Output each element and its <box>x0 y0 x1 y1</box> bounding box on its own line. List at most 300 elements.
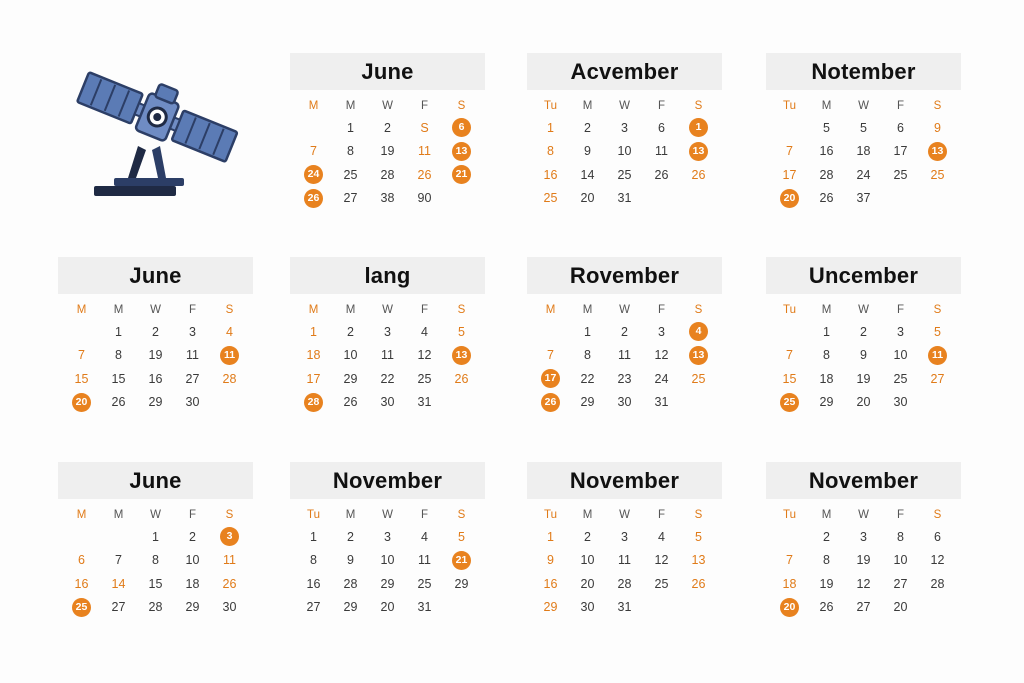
day-cell[interactable] <box>332 144 369 158</box>
day-number: 7 <box>310 144 317 159</box>
day-cell[interactable] <box>882 577 919 591</box>
day-cell[interactable] <box>174 372 211 386</box>
highlighted-day-cell[interactable] <box>63 598 100 617</box>
day-cell[interactable] <box>882 553 919 567</box>
weekday-header-row <box>532 506 717 523</box>
day-cell[interactable] <box>443 325 480 339</box>
day-cell[interactable] <box>295 530 332 544</box>
day-cell[interactable] <box>569 372 606 386</box>
day-number: 30 <box>222 600 237 615</box>
day-cell[interactable] <box>332 325 369 339</box>
day-cell[interactable] <box>100 577 137 591</box>
day-cell[interactable] <box>137 600 174 614</box>
weekday-label: F <box>188 508 197 521</box>
day-number: 26 <box>691 576 706 591</box>
weekday-label: F <box>657 99 666 112</box>
day-cell[interactable] <box>100 600 137 614</box>
weekday-label: M <box>345 508 356 521</box>
day-cell[interactable] <box>332 530 369 544</box>
highlighted-day-cell[interactable] <box>771 393 808 412</box>
day-cell[interactable] <box>532 168 569 182</box>
day-cell[interactable] <box>443 530 480 544</box>
day-cell[interactable] <box>771 577 808 591</box>
day-cell[interactable] <box>100 553 137 567</box>
week-row <box>63 344 248 368</box>
day-number: 90 <box>417 191 432 206</box>
day-number: 13 <box>689 142 708 161</box>
day-cell[interactable] <box>643 325 680 339</box>
day-cell[interactable] <box>443 577 480 591</box>
day-number: 25 <box>654 576 669 591</box>
day-cell[interactable] <box>369 348 406 362</box>
day-cell[interactable] <box>606 325 643 339</box>
day-cell[interactable] <box>808 600 845 614</box>
weekday-label: M <box>582 508 593 521</box>
day-cell[interactable] <box>369 530 406 544</box>
day-cell[interactable] <box>771 372 808 386</box>
day-number: 7 <box>115 553 122 568</box>
day-cell[interactable] <box>100 372 137 386</box>
day-cell[interactable] <box>643 577 680 591</box>
day-number: 27 <box>306 600 321 615</box>
day-cell[interactable] <box>919 577 956 591</box>
day-cell[interactable] <box>882 600 919 614</box>
weekday-label: M <box>582 303 593 316</box>
day-cell[interactable] <box>332 121 369 135</box>
day-cell[interactable] <box>369 191 406 205</box>
day-number: 26 <box>691 167 706 182</box>
month-title: November <box>766 462 961 499</box>
day-cell[interactable] <box>845 144 882 158</box>
day-number: 3 <box>384 529 391 544</box>
day-cell[interactable] <box>137 372 174 386</box>
day-cell[interactable] <box>406 144 443 158</box>
week-row <box>532 187 717 211</box>
day-cell[interactable] <box>174 395 211 409</box>
highlighted-day-cell[interactable] <box>919 346 956 365</box>
day-cell[interactable] <box>406 191 443 205</box>
day-cell[interactable] <box>808 144 845 158</box>
day-cell[interactable] <box>137 325 174 339</box>
day-cell[interactable] <box>919 168 956 182</box>
day-cell[interactable] <box>680 372 717 386</box>
day-cell[interactable] <box>211 325 248 339</box>
day-number: 8 <box>115 348 122 363</box>
day-cell[interactable] <box>369 553 406 567</box>
highlighted-day-cell[interactable] <box>771 598 808 617</box>
day-number: 31 <box>417 395 432 410</box>
highlighted-day-cell[interactable] <box>63 393 100 412</box>
day-cell[interactable] <box>532 553 569 567</box>
day-number: 15 <box>148 576 163 591</box>
day-cell[interactable] <box>919 553 956 567</box>
day-cell[interactable] <box>680 553 717 567</box>
day-number: 25 <box>617 167 632 182</box>
day-cell[interactable] <box>295 553 332 567</box>
day-cell[interactable] <box>808 121 845 135</box>
weekday-header-row <box>532 97 717 114</box>
day-cell[interactable] <box>643 553 680 567</box>
day-cell[interactable] <box>532 530 569 544</box>
day-cell[interactable] <box>406 348 443 362</box>
day-cell[interactable] <box>332 577 369 591</box>
day-cell[interactable] <box>643 168 680 182</box>
day-cell[interactable] <box>332 395 369 409</box>
week-row <box>532 525 717 549</box>
month-calendar <box>766 462 961 619</box>
day-cell[interactable] <box>63 577 100 591</box>
day-cell[interactable] <box>919 372 956 386</box>
day-cell[interactable] <box>569 553 606 567</box>
day-cell[interactable] <box>332 600 369 614</box>
day-number: 7 <box>786 553 793 568</box>
week-row <box>63 367 248 391</box>
day-cell[interactable] <box>406 395 443 409</box>
highlighted-day-cell[interactable] <box>532 393 569 412</box>
day-cell[interactable] <box>137 577 174 591</box>
day-number: 8 <box>584 348 591 363</box>
day-cell[interactable] <box>406 600 443 614</box>
day-number: 1 <box>347 120 354 135</box>
day-number: 11 <box>223 553 236 568</box>
weekday-label: S <box>225 508 234 521</box>
day-cell[interactable] <box>369 600 406 614</box>
day-cell[interactable] <box>808 395 845 409</box>
day-cell[interactable] <box>332 553 369 567</box>
day-cell[interactable] <box>680 168 717 182</box>
month-calendar <box>290 257 485 414</box>
day-number: 13 <box>928 142 947 161</box>
day-cell[interactable] <box>808 191 845 205</box>
day-cell[interactable] <box>569 395 606 409</box>
weekday-label: S <box>694 508 703 521</box>
day-cell[interactable] <box>63 372 100 386</box>
day-cell[interactable] <box>332 348 369 362</box>
week-row <box>532 367 717 391</box>
day-cell[interactable] <box>919 325 956 339</box>
day-cell[interactable] <box>845 372 882 386</box>
day-number: 11 <box>220 346 239 365</box>
day-cell[interactable] <box>532 600 569 614</box>
month-calendar <box>527 53 722 210</box>
day-number: 15 <box>782 371 797 386</box>
day-cell[interactable] <box>295 577 332 591</box>
day-number: 31 <box>654 395 669 410</box>
day-number: 22 <box>580 371 595 386</box>
day-cell[interactable] <box>569 191 606 205</box>
day-cell[interactable] <box>882 144 919 158</box>
day-number: 20 <box>780 598 799 617</box>
day-cell[interactable] <box>882 372 919 386</box>
week-row <box>63 525 248 549</box>
day-number: 9 <box>860 348 867 363</box>
day-cell[interactable] <box>532 191 569 205</box>
day-cell[interactable] <box>845 348 882 362</box>
day-number: 26 <box>417 167 432 182</box>
month-calendar <box>766 53 961 210</box>
day-cell[interactable] <box>406 325 443 339</box>
day-cell[interactable] <box>532 121 569 135</box>
day-cell[interactable] <box>845 577 882 591</box>
day-number: 11 <box>381 348 394 363</box>
weekday-label: M <box>345 303 356 316</box>
day-cell[interactable] <box>771 348 808 362</box>
day-cell[interactable] <box>332 168 369 182</box>
day-cell[interactable] <box>174 553 211 567</box>
weekday-label: S <box>225 303 234 316</box>
week-row <box>771 549 956 573</box>
day-cell[interactable] <box>406 530 443 544</box>
weekday-header-row <box>771 301 956 318</box>
day-cell[interactable] <box>882 348 919 362</box>
highlighted-day-cell[interactable] <box>295 165 332 184</box>
weekday-label: M <box>76 303 87 316</box>
day-number: 2 <box>823 529 830 544</box>
weekday-header-row <box>295 506 480 523</box>
day-cell[interactable] <box>569 168 606 182</box>
day-cell[interactable] <box>919 121 956 135</box>
day-cell[interactable] <box>532 577 569 591</box>
day-number: 26 <box>343 395 358 410</box>
day-cell[interactable] <box>606 553 643 567</box>
day-number: 5 <box>458 529 465 544</box>
day-number: 12 <box>930 553 945 568</box>
day-cell[interactable] <box>771 553 808 567</box>
day-cell[interactable] <box>174 348 211 362</box>
day-cell[interactable] <box>643 530 680 544</box>
day-cell[interactable] <box>606 191 643 205</box>
day-cell[interactable] <box>808 325 845 339</box>
day-cell[interactable] <box>369 372 406 386</box>
day-cell[interactable] <box>845 530 882 544</box>
day-cell[interactable] <box>680 577 717 591</box>
day-cell[interactable] <box>606 530 643 544</box>
day-cell[interactable] <box>606 144 643 158</box>
day-cell[interactable] <box>332 191 369 205</box>
month-calendar <box>58 257 253 414</box>
day-number: 30 <box>185 395 200 410</box>
day-cell[interactable] <box>174 325 211 339</box>
day-cell[interactable] <box>137 553 174 567</box>
day-cell[interactable] <box>63 348 100 362</box>
day-number: 12 <box>417 348 432 363</box>
weekday-label: W <box>858 99 869 112</box>
day-cell[interactable] <box>845 121 882 135</box>
day-cell[interactable] <box>295 144 332 158</box>
day-number: 25 <box>893 371 908 386</box>
day-number: 5 <box>695 529 702 544</box>
highlighted-day-cell[interactable] <box>532 369 569 388</box>
day-cell[interactable] <box>443 372 480 386</box>
day-cell[interactable] <box>406 553 443 567</box>
highlighted-day-cell[interactable] <box>211 527 248 546</box>
weekday-label: F <box>420 303 429 316</box>
day-number: 3 <box>384 324 391 339</box>
day-number: 9 <box>584 144 591 159</box>
day-number: 3 <box>220 527 239 546</box>
week-row <box>63 572 248 596</box>
weekday-label: M <box>308 303 319 316</box>
day-cell[interactable] <box>882 530 919 544</box>
highlighted-day-cell[interactable] <box>443 346 480 365</box>
day-number: 25 <box>343 167 358 182</box>
day-number: 28 <box>617 576 632 591</box>
day-cell[interactable] <box>369 121 406 135</box>
highlighted-day-cell[interactable] <box>443 165 480 184</box>
day-cell[interactable] <box>919 530 956 544</box>
telescope-stand <box>94 146 184 196</box>
day-cell[interactable] <box>680 530 717 544</box>
day-cell[interactable] <box>845 553 882 567</box>
day-cell[interactable] <box>569 577 606 591</box>
day-cell[interactable] <box>882 168 919 182</box>
day-cell[interactable] <box>808 577 845 591</box>
day-cell[interactable] <box>295 600 332 614</box>
week-row <box>295 596 480 620</box>
day-cell[interactable] <box>174 577 211 591</box>
month-title: Uncember <box>766 257 961 294</box>
day-cell[interactable] <box>569 348 606 362</box>
week-row <box>295 572 480 596</box>
day-cell[interactable] <box>211 577 248 591</box>
highlighted-day-cell[interactable] <box>295 189 332 208</box>
day-number: 3 <box>658 324 665 339</box>
day-cell[interactable] <box>771 144 808 158</box>
day-number: 25 <box>691 371 706 386</box>
day-cell[interactable] <box>808 372 845 386</box>
day-cell[interactable] <box>808 348 845 362</box>
day-number: 1 <box>689 118 708 137</box>
day-cell[interactable] <box>569 325 606 339</box>
day-cell[interactable] <box>606 372 643 386</box>
day-cell[interactable] <box>569 600 606 614</box>
highlighted-day-cell[interactable] <box>443 142 480 161</box>
day-cell[interactable] <box>845 395 882 409</box>
day-number: 29 <box>380 576 395 591</box>
day-cell[interactable] <box>174 530 211 544</box>
week-row <box>295 525 480 549</box>
day-cell[interactable] <box>532 144 569 158</box>
day-cell[interactable] <box>845 191 882 205</box>
day-cell[interactable] <box>606 348 643 362</box>
highlighted-day-cell[interactable] <box>295 393 332 412</box>
day-cell[interactable] <box>882 121 919 135</box>
highlighted-day-cell[interactable] <box>771 189 808 208</box>
day-cell[interactable] <box>295 372 332 386</box>
day-cell[interactable] <box>882 395 919 409</box>
highlighted-day-cell[interactable] <box>443 551 480 570</box>
day-cell[interactable] <box>606 600 643 614</box>
day-cell[interactable] <box>606 121 643 135</box>
day-cell[interactable] <box>845 600 882 614</box>
day-cell[interactable] <box>211 372 248 386</box>
highlighted-day-cell[interactable] <box>211 346 248 365</box>
day-number: 16 <box>74 576 89 591</box>
day-cell[interactable] <box>808 553 845 567</box>
day-cell[interactable] <box>137 348 174 362</box>
day-number: 25 <box>72 598 91 617</box>
highlighted-day-cell[interactable] <box>443 118 480 137</box>
day-cell[interactable] <box>643 121 680 135</box>
week-row <box>771 391 956 415</box>
day-number: 20 <box>72 393 91 412</box>
day-number: 38 <box>380 191 395 206</box>
day-cell[interactable] <box>369 168 406 182</box>
day-cell[interactable] <box>569 144 606 158</box>
day-cell[interactable] <box>63 553 100 567</box>
day-number: 28 <box>819 167 834 182</box>
weekday-label: F <box>657 508 666 521</box>
day-cell[interactable] <box>643 372 680 386</box>
day-cell[interactable] <box>406 372 443 386</box>
day-cell[interactable] <box>606 168 643 182</box>
day-cell[interactable] <box>532 348 569 362</box>
day-cell[interactable] <box>211 553 248 567</box>
day-number: 29 <box>185 600 200 615</box>
highlighted-day-cell[interactable] <box>680 142 717 161</box>
weekday-header-row <box>295 97 480 114</box>
day-number: 16 <box>543 576 558 591</box>
day-cell[interactable] <box>406 577 443 591</box>
day-cell[interactable] <box>882 325 919 339</box>
day-cell[interactable] <box>643 348 680 362</box>
weekday-label: M <box>113 303 124 316</box>
day-cell[interactable] <box>137 530 174 544</box>
day-cell[interactable] <box>643 395 680 409</box>
day-cell[interactable] <box>808 530 845 544</box>
day-cell[interactable] <box>295 348 332 362</box>
highlighted-day-cell[interactable] <box>680 346 717 365</box>
day-cell[interactable] <box>137 395 174 409</box>
day-cell[interactable] <box>406 168 443 182</box>
highlighted-day-cell[interactable] <box>919 142 956 161</box>
day-cell[interactable] <box>643 144 680 158</box>
weekday-label: S <box>933 99 942 112</box>
day-cell[interactable] <box>606 395 643 409</box>
day-cell[interactable] <box>332 372 369 386</box>
day-number: 8 <box>823 348 830 363</box>
day-cell[interactable] <box>406 121 443 135</box>
day-cell[interactable] <box>100 348 137 362</box>
day-cell[interactable] <box>845 325 882 339</box>
day-number: 2 <box>347 324 354 339</box>
day-cell[interactable] <box>174 600 211 614</box>
day-cell[interactable] <box>845 168 882 182</box>
day-cell[interactable] <box>211 600 248 614</box>
day-cell[interactable] <box>369 395 406 409</box>
day-number: 3 <box>189 324 196 339</box>
day-cell[interactable] <box>369 144 406 158</box>
day-cell[interactable] <box>369 577 406 591</box>
day-cell[interactable] <box>771 168 808 182</box>
week-row <box>532 549 717 573</box>
day-number: 10 <box>580 553 595 568</box>
day-number: 25 <box>893 167 908 182</box>
day-cell[interactable] <box>100 325 137 339</box>
day-cell[interactable] <box>569 530 606 544</box>
day-number: 15 <box>74 371 89 386</box>
day-cell[interactable] <box>808 168 845 182</box>
day-cell[interactable] <box>569 121 606 135</box>
highlighted-day-cell[interactable] <box>680 118 717 137</box>
day-cell[interactable] <box>369 325 406 339</box>
weekday-label: W <box>619 99 630 112</box>
day-number: 18 <box>185 576 200 591</box>
day-cell[interactable] <box>606 577 643 591</box>
day-cell[interactable] <box>295 325 332 339</box>
day-cell[interactable] <box>100 395 137 409</box>
highlighted-day-cell[interactable] <box>680 322 717 341</box>
